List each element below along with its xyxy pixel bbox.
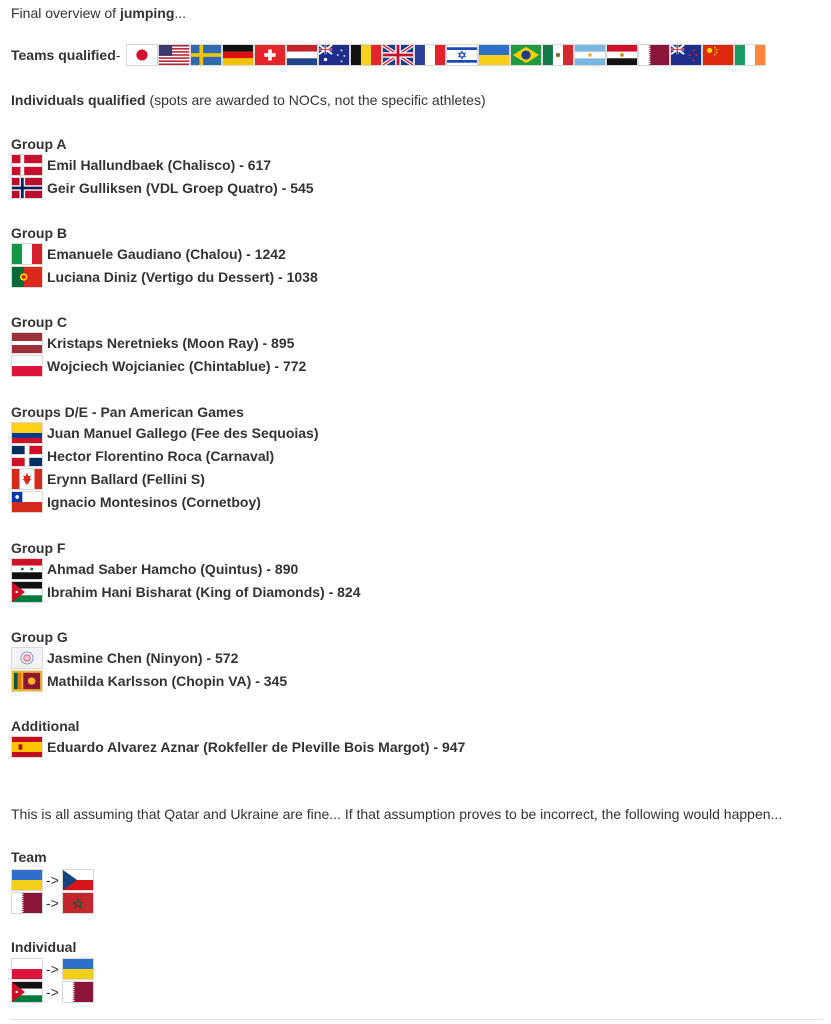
netherlands-flag (286, 44, 318, 66)
group-title: Groups D/E - Pan American Games (11, 404, 244, 420)
assumption-text: This is all assuming that Qatar and Ukraine are fine... If that assumption proves to be incorrect, the following would happen... (11, 806, 783, 822)
belgium-flag (350, 44, 382, 66)
sri-lanka-flag (11, 670, 43, 692)
rider-text: Jasmine Chen (Ninyon) - 572 (47, 650, 239, 666)
rider-row (11, 581, 361, 603)
intro-suffix: ... (174, 5, 187, 21)
individuals-line (11, 91, 486, 109)
rider-text: Hector Florentino Roca (Carnaval) (47, 448, 275, 464)
bottom-divider (11, 1019, 823, 1020)
arrow-text: -> (46, 872, 59, 888)
teams-qualified-label: Teams qualified (11, 47, 116, 63)
czech-flag (62, 869, 94, 891)
swap-row (11, 869, 94, 891)
canada-flag (11, 468, 43, 490)
rider-text: Mathilda Karlsson (Chopin VA) - 345 (47, 673, 288, 689)
arrow-text: -> (46, 961, 59, 977)
rider-row (11, 266, 318, 288)
arrow-text: -> (46, 895, 59, 911)
swap-row (11, 892, 94, 914)
rider-text: Ignacio Montesinos (Cornetboy) (47, 494, 261, 510)
poland-flag (11, 355, 43, 377)
individuals-label: Individuals qualified (11, 92, 146, 108)
rider-row (11, 355, 306, 377)
france-flag (414, 44, 446, 66)
syria-flag (11, 558, 43, 580)
individual-swap-title: Individual (11, 939, 77, 955)
rider-row (11, 558, 298, 580)
argentina-flag (574, 44, 606, 66)
rider-text: Eduardo Alvarez Aznar (Rokfeller de Pleville Bois Margot) - 947 (47, 739, 466, 755)
rider-row (11, 154, 271, 176)
morocco-flag (62, 892, 94, 914)
latvia-flag (11, 332, 43, 354)
israel-flag (446, 44, 478, 66)
norway-flag (11, 177, 43, 199)
qatar-flag (638, 44, 670, 66)
ireland-flag (734, 44, 766, 66)
rider-row (11, 670, 287, 692)
spain-flag (11, 736, 43, 758)
denmark-flag (11, 154, 43, 176)
rider-text: Kristaps Neretnieks (Moon Ray) - 895 (47, 335, 295, 351)
rider-text: Luciana Diniz (Vertigo du Dessert) - 1038 (47, 269, 318, 285)
rider-row (11, 332, 294, 354)
rider-text: Emil Hallundbaek (Chalisco) - 617 (47, 157, 272, 173)
mexico-flag (542, 44, 574, 66)
chile-flag (11, 491, 43, 513)
rider-row (11, 243, 286, 265)
australia-flag (318, 44, 350, 66)
rider-row (11, 647, 238, 669)
rider-text: Ibrahim Hani Bisharat (King of Diamonds) - 824 (47, 584, 361, 600)
group-title: Group G (11, 629, 68, 645)
group-title: Group F (11, 540, 66, 556)
rider-text: Erynn Ballard (Fellini S) (47, 471, 205, 487)
teams-qualified-row (11, 44, 766, 66)
ukraine-flag (11, 869, 43, 891)
individuals-note: (spots are awarded to NOCs, not the specific athletes) (145, 92, 486, 108)
rider-row (11, 468, 205, 490)
swap-row (11, 958, 94, 980)
team-swap-title: Team (11, 849, 47, 865)
portugal-flag (11, 266, 43, 288)
uk-flag (382, 44, 414, 66)
sweden-flag (190, 44, 222, 66)
jordan-flag (11, 581, 43, 603)
egypt-flag (606, 44, 638, 66)
swap-row (11, 981, 94, 1003)
rider-text: Emanuele Gaudiano (Chalou) - 1242 (47, 246, 286, 262)
rider-row (11, 445, 274, 467)
new-zealand-flag (670, 44, 702, 66)
rider-text: Geir Gulliksen (VDL Groep Quatro) - 545 (47, 180, 314, 196)
intro-line (11, 4, 186, 22)
dominican-republic-flag (11, 445, 43, 467)
group-title: Group A (11, 136, 67, 152)
group-title: Group B (11, 225, 67, 241)
rider-row (11, 736, 465, 758)
colombia-flag (11, 422, 43, 444)
ukraine-flag (62, 958, 94, 980)
jordan-flag (11, 981, 43, 1003)
rider-text: Ahmad Saber Hamcho (Quintus) - 890 (47, 561, 299, 577)
intro-emph: jumping (119, 5, 175, 21)
brazil-flag (510, 44, 542, 66)
poland-flag (11, 958, 43, 980)
rider-row (11, 177, 314, 199)
ukraine-flag (478, 44, 510, 66)
rider-row (11, 422, 319, 444)
arrow-text: -> (46, 984, 59, 1000)
qatar-flag (62, 981, 94, 1003)
teams-separator: - (115, 47, 121, 63)
switzerland-flag (254, 44, 286, 66)
usa-flag (158, 44, 190, 66)
japan-flag (126, 44, 158, 66)
team-flags (126, 44, 766, 66)
rider-row (11, 491, 261, 513)
group-title: Additional (11, 718, 80, 734)
intro-prefix: Final overview of (11, 5, 120, 21)
qatar-flag (11, 892, 43, 914)
china-flag (702, 44, 734, 66)
group-title: Group C (11, 314, 67, 330)
rider-text: Wojciech Wojcianiec (Chintablue) - 772 (47, 358, 307, 374)
germany-flag (222, 44, 254, 66)
chinese-taipei-flag (11, 647, 43, 669)
rider-text: Juan Manuel Gallego (Fee des Sequoias) (47, 425, 319, 441)
italy-flag (11, 243, 43, 265)
